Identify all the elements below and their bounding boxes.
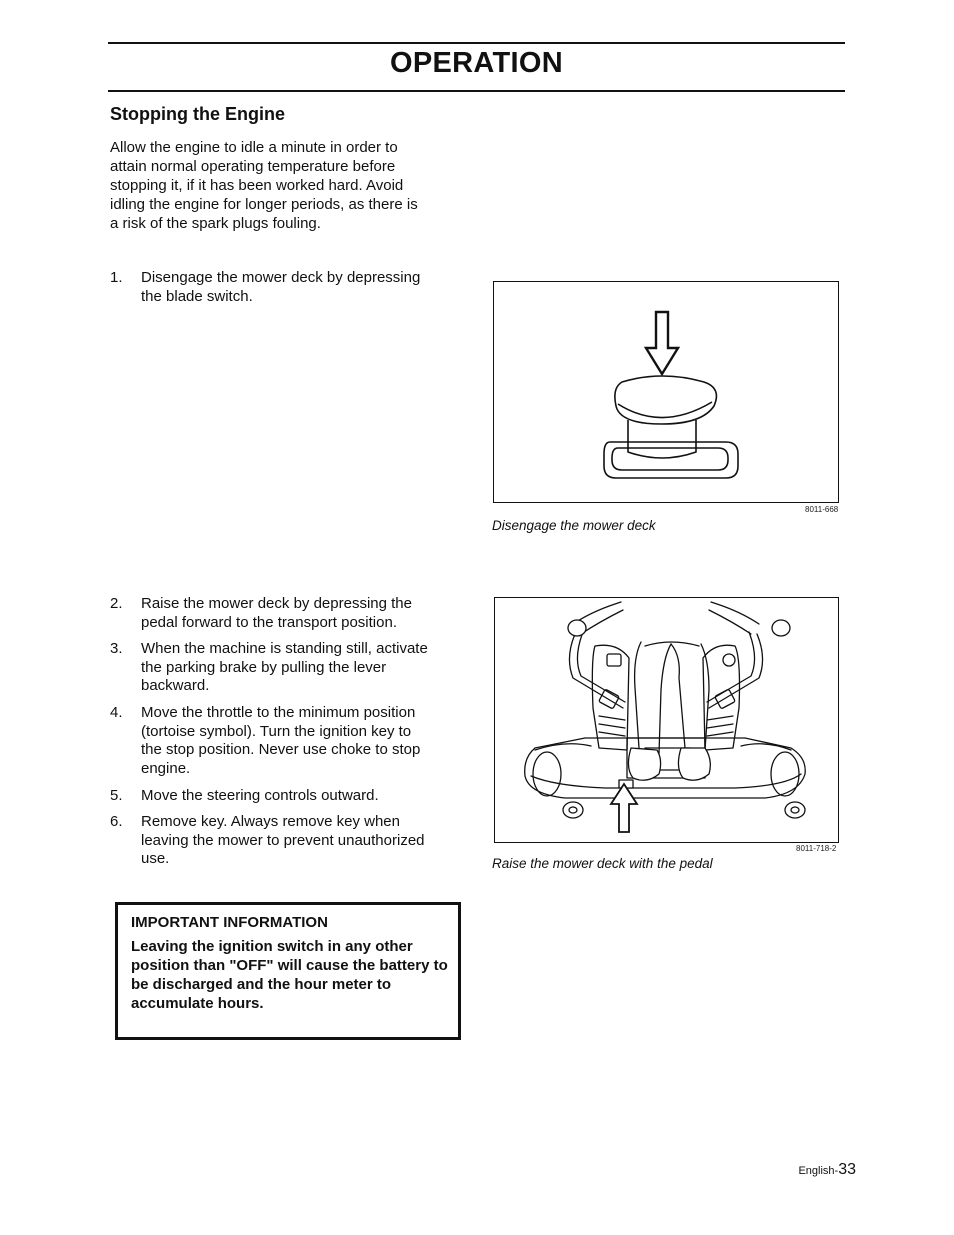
down-arrow-icon (646, 312, 678, 374)
intro-paragraph: Allow the engine to idle a minute in order to attain normal operating temperature before stopping it, if it has been worked hard. Avoid idling the engine for longer periods, as there is a risk of the spark plugs fouling. (110, 139, 418, 232)
notice-title: IMPORTANT INFORMATION (131, 914, 328, 931)
step-item (110, 595, 432, 632)
step-item (110, 787, 432, 806)
page-header (108, 42, 845, 92)
blade-switch-illustration (494, 282, 838, 502)
mower-pedal-illustration (495, 598, 838, 842)
step-text: Move the throttle to the minimum position (tortoise symbol). Turn the ignition key to the stop position. Never use choke to stop engine. (141, 704, 421, 778)
step-item (110, 640, 432, 696)
page-title: OPERATION (390, 47, 563, 79)
figure-code: 8011-718-2 (796, 844, 837, 853)
step-number: 3. (110, 640, 123, 657)
up-arrow-icon (611, 784, 637, 832)
page-footer (798, 1161, 856, 1179)
step-item (110, 269, 432, 306)
figure-code: 8011-668 (805, 505, 839, 514)
step-number: 4. (110, 704, 123, 721)
step-text: Move the steering controls outward. (141, 787, 379, 804)
step-item (110, 813, 432, 869)
step-number: 1. (110, 269, 123, 286)
important-information-box (115, 902, 461, 1040)
step-text: When the machine is standing still, activate the parking brake by pulling the lever backward. (141, 640, 428, 695)
step-text: Disengage the mower deck by depressing the blade switch. (141, 269, 421, 305)
figure-blade-switch (493, 281, 839, 503)
notice-body: Leaving the ignition switch in any other position than "OFF" will cause the battery to be discharged and the hour meter to accumulate hours. (131, 938, 448, 1012)
page-number: 33 (838, 1161, 856, 1178)
step-text: Remove key. Always remove key when leaving the mower to prevent unauthorized use. (141, 813, 425, 868)
figure-caption: Raise the mower deck with the pedal (492, 856, 713, 871)
figure-caption: Disengage the mower deck (492, 518, 656, 533)
step-number: 2. (110, 595, 123, 612)
step-number: 5. (110, 787, 123, 804)
step-text: Raise the mower deck by depressing the pedal forward to the transport position. (141, 595, 412, 631)
step-item (110, 704, 432, 779)
footer-language: English- (798, 1165, 839, 1177)
section-heading: Stopping the Engine (110, 104, 285, 124)
figure-mower-pedal (494, 597, 839, 843)
step-number: 6. (110, 813, 123, 830)
